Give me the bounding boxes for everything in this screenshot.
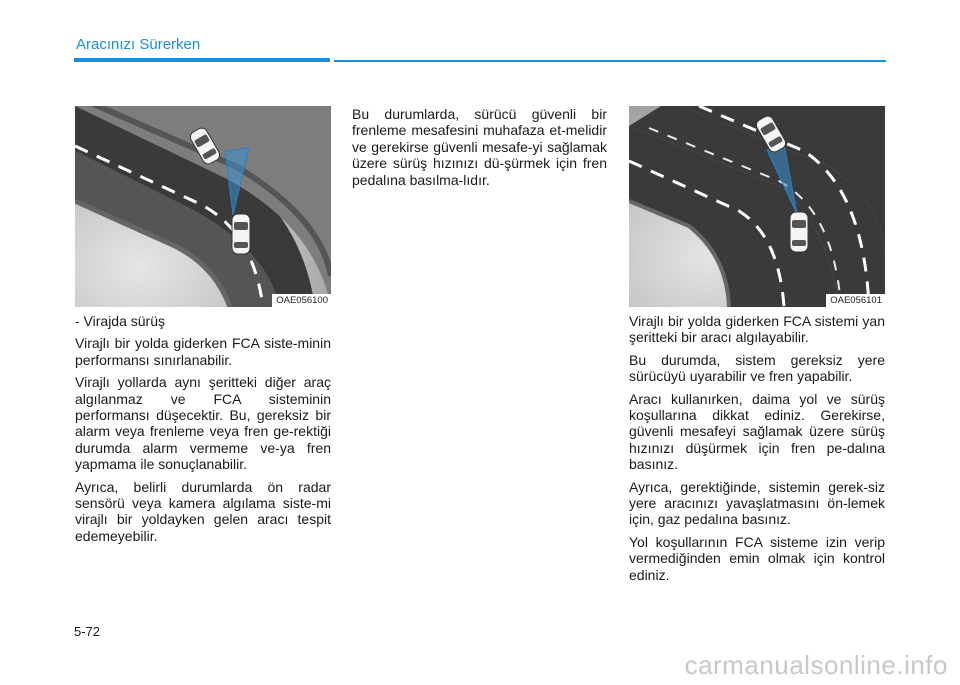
paragraph: Virajlı yollarda aynı şeritteki diğer araç algılanmaz ve FCA sisteminin performansı düşecektir. Bu, gereksiz bir alarm veya frenleme veya fren ge-rektiği durumda alarm vermeme ve-ya fren yapmama ile sonuçlanabilir. — [75, 374, 331, 473]
paragraph: Virajlı bir yolda giderken FCA siste-minin performansı sınırlanabilir. — [75, 335, 331, 368]
header-rule-thick — [74, 58, 330, 62]
header-rule-thin — [334, 60, 886, 62]
column-right — [629, 313, 885, 589]
paragraph: Ayrıca, belirli durumlarda ön radar sensörü veya kamera algılama siste-mi virajlı bir yoldayken gelen aracı tespit edemeyebilir. — [75, 478, 331, 544]
figure-code-left: OAE056100 — [272, 294, 331, 307]
illustration-curve-same-lane — [75, 106, 331, 307]
page-number: 5-72 — [74, 624, 101, 639]
bullet-curve-driving: - Virajda sürüş — [75, 313, 166, 329]
paragraph: Yol koşullarının FCA sisteme izin verip vermediğinden emin olmak için kontrol ediniz. — [629, 533, 885, 583]
figure-code-right: OAE056101 — [826, 294, 885, 307]
illustration-curve-adjacent-lane — [629, 106, 885, 307]
column-left — [75, 313, 331, 550]
section-title: Aracınızı Sürerken — [76, 36, 201, 53]
paragraph: Virajlı bir yolda giderken FCA sistemi yan şeritteki bir aracı algılayabilir. — [629, 313, 885, 346]
paragraph: Aracı kullanırken, daima yol ve sürüş koşullarına dikkat ediniz. Gerekirse, güvenli mesafeyi sağlamak üzere sürüş hızınızı düşürmek için fren pe-dalına basınız. — [629, 390, 885, 473]
paragraph: Ayrıca, gerektiğinde, sistemin gerek-siz yere aracınızı yavaşlatmasını ön-lemek için, gaz pedalına basınız. — [629, 478, 885, 528]
column-middle — [352, 106, 607, 194]
paragraph: Bu durumlarda, sürücü güvenli bir frenleme mesafesini muhafaza et-melidir ve gerekirse güvenli mesafe-yi sağlamak üzere sürüş hızınızı dü-şürmek için fren pedalına basılma-lıdır. — [352, 106, 607, 188]
watermark: carmanualsonline.info — [684, 650, 948, 680]
paragraph: Bu durumda, sistem gereksiz yere sürücüyü uyarabilir ve fren yapabilir. — [629, 351, 885, 385]
